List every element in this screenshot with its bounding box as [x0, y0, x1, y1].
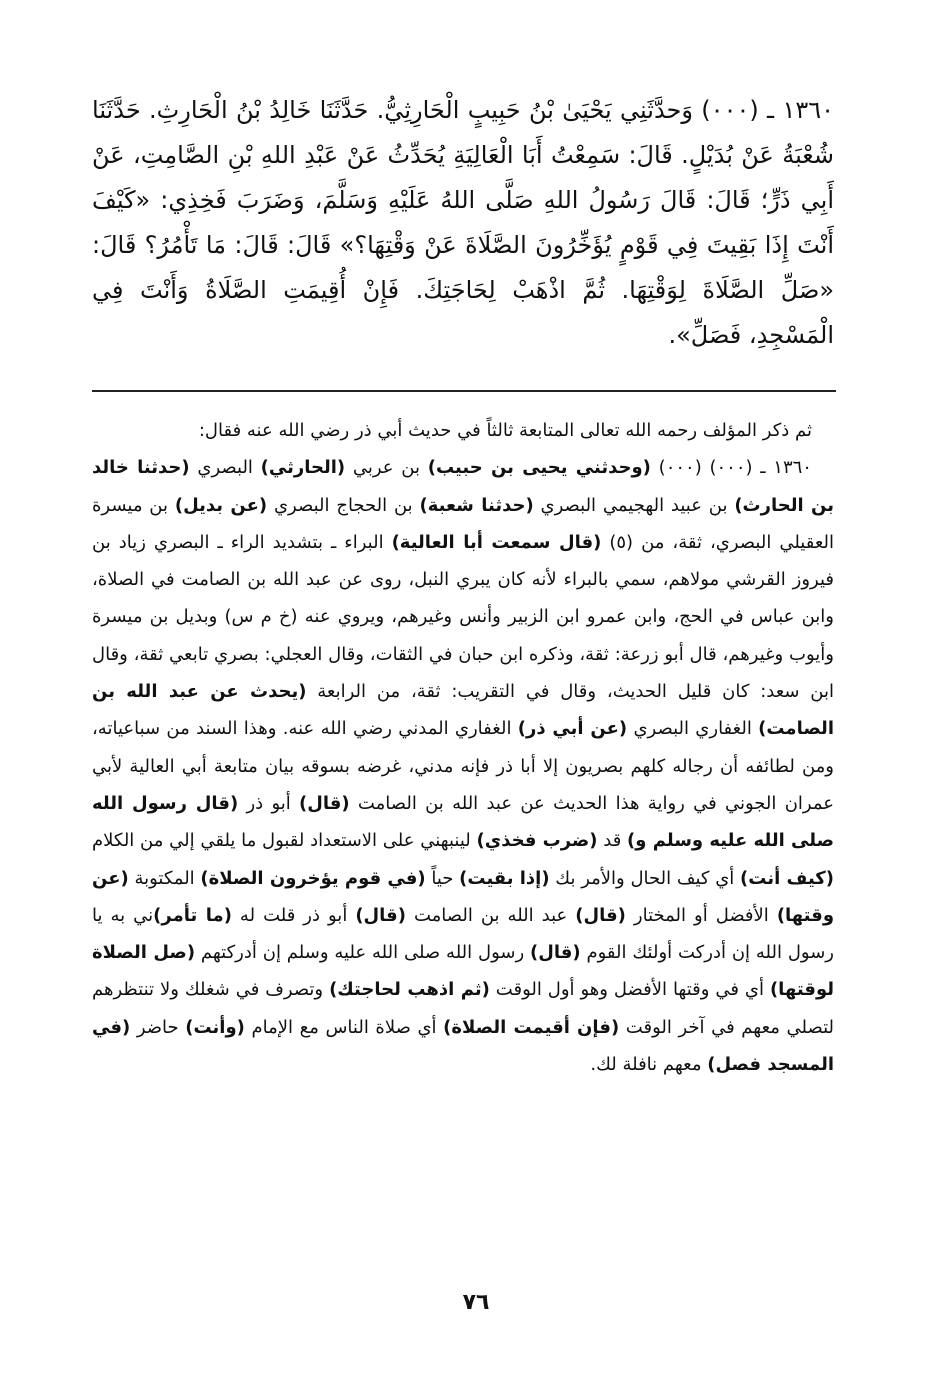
quoted-hadith-phrase: (صل الصلاة لوقتها)	[92, 942, 834, 1001]
quoted-hadith-phrase: (قال)	[575, 904, 626, 926]
commentary-text: الأفضل أو المختار	[625, 904, 777, 926]
commentary-text: عبد الله بن الصامت	[405, 904, 576, 926]
commentary-text: الغفاري البصري	[627, 718, 759, 740]
quoted-hadith-phrase: (فإن أقيمت الصلاة)	[443, 1016, 620, 1038]
commentary-text: ني به يا رسول الله إن أدركت أولئك القوم	[92, 904, 834, 964]
quoted-hadith-phrase: (قال)	[299, 792, 350, 814]
quoted-hadith-phrase: (قال)	[355, 904, 406, 926]
quoted-hadith-phrase: (في قوم يؤخرون الصلاة)	[200, 867, 426, 889]
commentary-text: أبو ذر	[238, 792, 300, 814]
quoted-hadith-phrase: (حدثنا خالد بن الحارث)	[92, 457, 834, 516]
quoted-hadith-phrase: (الحارثي)	[260, 457, 346, 479]
commentary-text: ١٣٦٠ ـ (٠٠٠) (٠٠٠)	[650, 457, 812, 479]
commentary-text: لينبهني على الاستعداد لقبول ما يلقي إلي من الكلام	[92, 830, 477, 852]
commentary-text: بن عبيد الهجيمي البصري	[533, 494, 735, 516]
quoted-hadith-phrase: (وحدثني يحيى بن حبيب)	[427, 457, 651, 479]
quoted-hadith-phrase: (عن بديل)	[174, 494, 268, 516]
quoted-hadith-phrase: (وأنت)	[185, 1016, 245, 1038]
commentary-text: رسول الله صلى الله عليه وسلم إن أدركتهم	[195, 942, 531, 964]
commentary-text: وتصرف في شغلك ولا تنتظرهم لتصلي معهم في آخر الوقت	[92, 979, 834, 1038]
page-number: ٧٦	[462, 1290, 490, 1315]
commentary	[92, 412, 834, 1083]
quoted-hadith-phrase: (عن أبي ذر)	[517, 718, 628, 740]
quoted-hadith-phrase: (ضرب فخذي)	[476, 830, 598, 852]
commentary-text: بن الحجاج البصري	[267, 494, 420, 516]
quoted-hadith-phrase: (قال)	[530, 942, 581, 964]
hadith-text: ١٣٦٠ ـ (٠٠٠) وَحدَّثَنِي يَحْيَىٰ بْنُ حَبِيبٍ الْحَارِثِيُّ. حَدَّثَنَا خَالِدُ بْنُ الْحَارِثِ. حَدَّثَنَا شُعْبَةُ عَنْ بُدَيْلٍ. قَالَ: سَمِعْتُ أَبَا الْعَالِيَةِ يُحَدِّثُ عَنْ عَبْدِ اللهِ بْنِ الصَّامِتِ، عَنْ أَبِي ذَرٍّ؛ قَالَ: قَالَ رَسُولُ اللهِ صَلَّى اللهُ عَلَيْهِ وَسَلَّمَ، وَضَرَبَ فَخِذِي: «كَيْفَ أَنْتَ إِذَا بَقِيتَ فِي قَوْمٍ يُؤَخِّرُونَ الصَّلَاةَ عَنْ وَقْتِهَا؟» قَالَ: قَالَ: مَا تَأْمُرُ؟ قَالَ: «صَلِّ الصَّلَاةَ لِوَقْتِهَا. ثُمَّ اذْهَبْ لِحَاجَتِكَ. فَإِنْ أُقِيمَتِ الصَّلَاةُ وَأَنْتَ فِي الْمَسْجِدِ، فَصَلِّ».	[92, 96, 834, 349]
commentary-text: قد	[597, 830, 628, 852]
commentary-text: المكتوبة	[128, 867, 201, 889]
section-divider	[92, 390, 836, 392]
quoted-hadith-phrase: (كيف أنت)	[740, 867, 834, 889]
commentary-text: الغفاري المدني رضي الله عنه. وهذا السند من سباعياته، ومن لطائفه أن رجاله كلهم بصريون إلا أبا ذر فإنه مدني، غرضه بسوقه بيان متابعة أبي العالية لأبي عمران الجوني في رواية هذا الحديث عن عبد الله بن الصامت	[92, 718, 834, 814]
quoted-hadith-phrase: (ما تأمر)	[153, 904, 232, 926]
quoted-hadith-phrase: (عن وقتها)	[92, 867, 835, 926]
quoted-hadith-phrase: (قال رسول الله صلى الله عليه وسلم و)	[92, 792, 834, 852]
commentary-text: أي كيف الحال والأمر بك	[549, 867, 741, 889]
quoted-hadith-phrase: (في المسجد فصل)	[92, 1016, 834, 1076]
commentary-text: أبو ذر قلت له	[231, 904, 356, 926]
quoted-hadith-phrase: (حدثنا شعبة)	[419, 494, 534, 516]
quoted-hadith-phrase: (يحدث عن عبد الله بن الصامت)	[92, 681, 834, 740]
commentary-text: معهم نافلة لك.	[590, 1054, 708, 1076]
commentary-text: بن عربي	[345, 457, 428, 479]
commentary-body	[92, 449, 834, 1083]
commentary-intro: ثم ذكر المؤلف رحمه الله تعالى المتابعة ثالثاً في حديث أبي ذر رضي الله عنه فقال:	[198, 420, 812, 441]
commentary-text: البراء ـ بتشديد الراء ـ البصري زياد بن فيروز القرشي مولاهم، سمي بالبراء لأنه كان يبري النبل، روى عن عبد الله بن الصامت في الصلاة، وابن عباس في الحج، وابن عمرو ابن الزبير وأنس وغيرهم، ويروي عنه (خ م س) وبديل بن ميسرة وأيوب وغيرهم، قال أبو زرعة: ثقة، وذكره ابن حبان في الثقات، وقال العجلي: بصري تابعي ثقة، وقال ابن سعد: كان قليل الحديث، وقال في التقريب: ثقة، من الرابعة	[92, 531, 834, 703]
commentary-text: حاضر	[130, 1016, 186, 1038]
quoted-hadith-phrase: (قال سمعت أبا العالية)	[391, 531, 602, 553]
commentary-text: حياً	[425, 867, 460, 889]
quoted-hadith-phrase: (ثم اذهب لحاجتك)	[329, 979, 490, 1001]
commentary-text: البصري	[189, 457, 261, 479]
commentary-text: بن ميسرة العقيلي البصري، ثقة، من (٥)	[92, 494, 834, 553]
commentary-text: أي في وقتها الأفضل وهو أول الوقت	[489, 979, 770, 1001]
quoted-hadith-phrase: (إذا بقيت)	[459, 867, 550, 889]
commentary-text: أي صلاة الناس مع الإمام	[244, 1016, 444, 1038]
